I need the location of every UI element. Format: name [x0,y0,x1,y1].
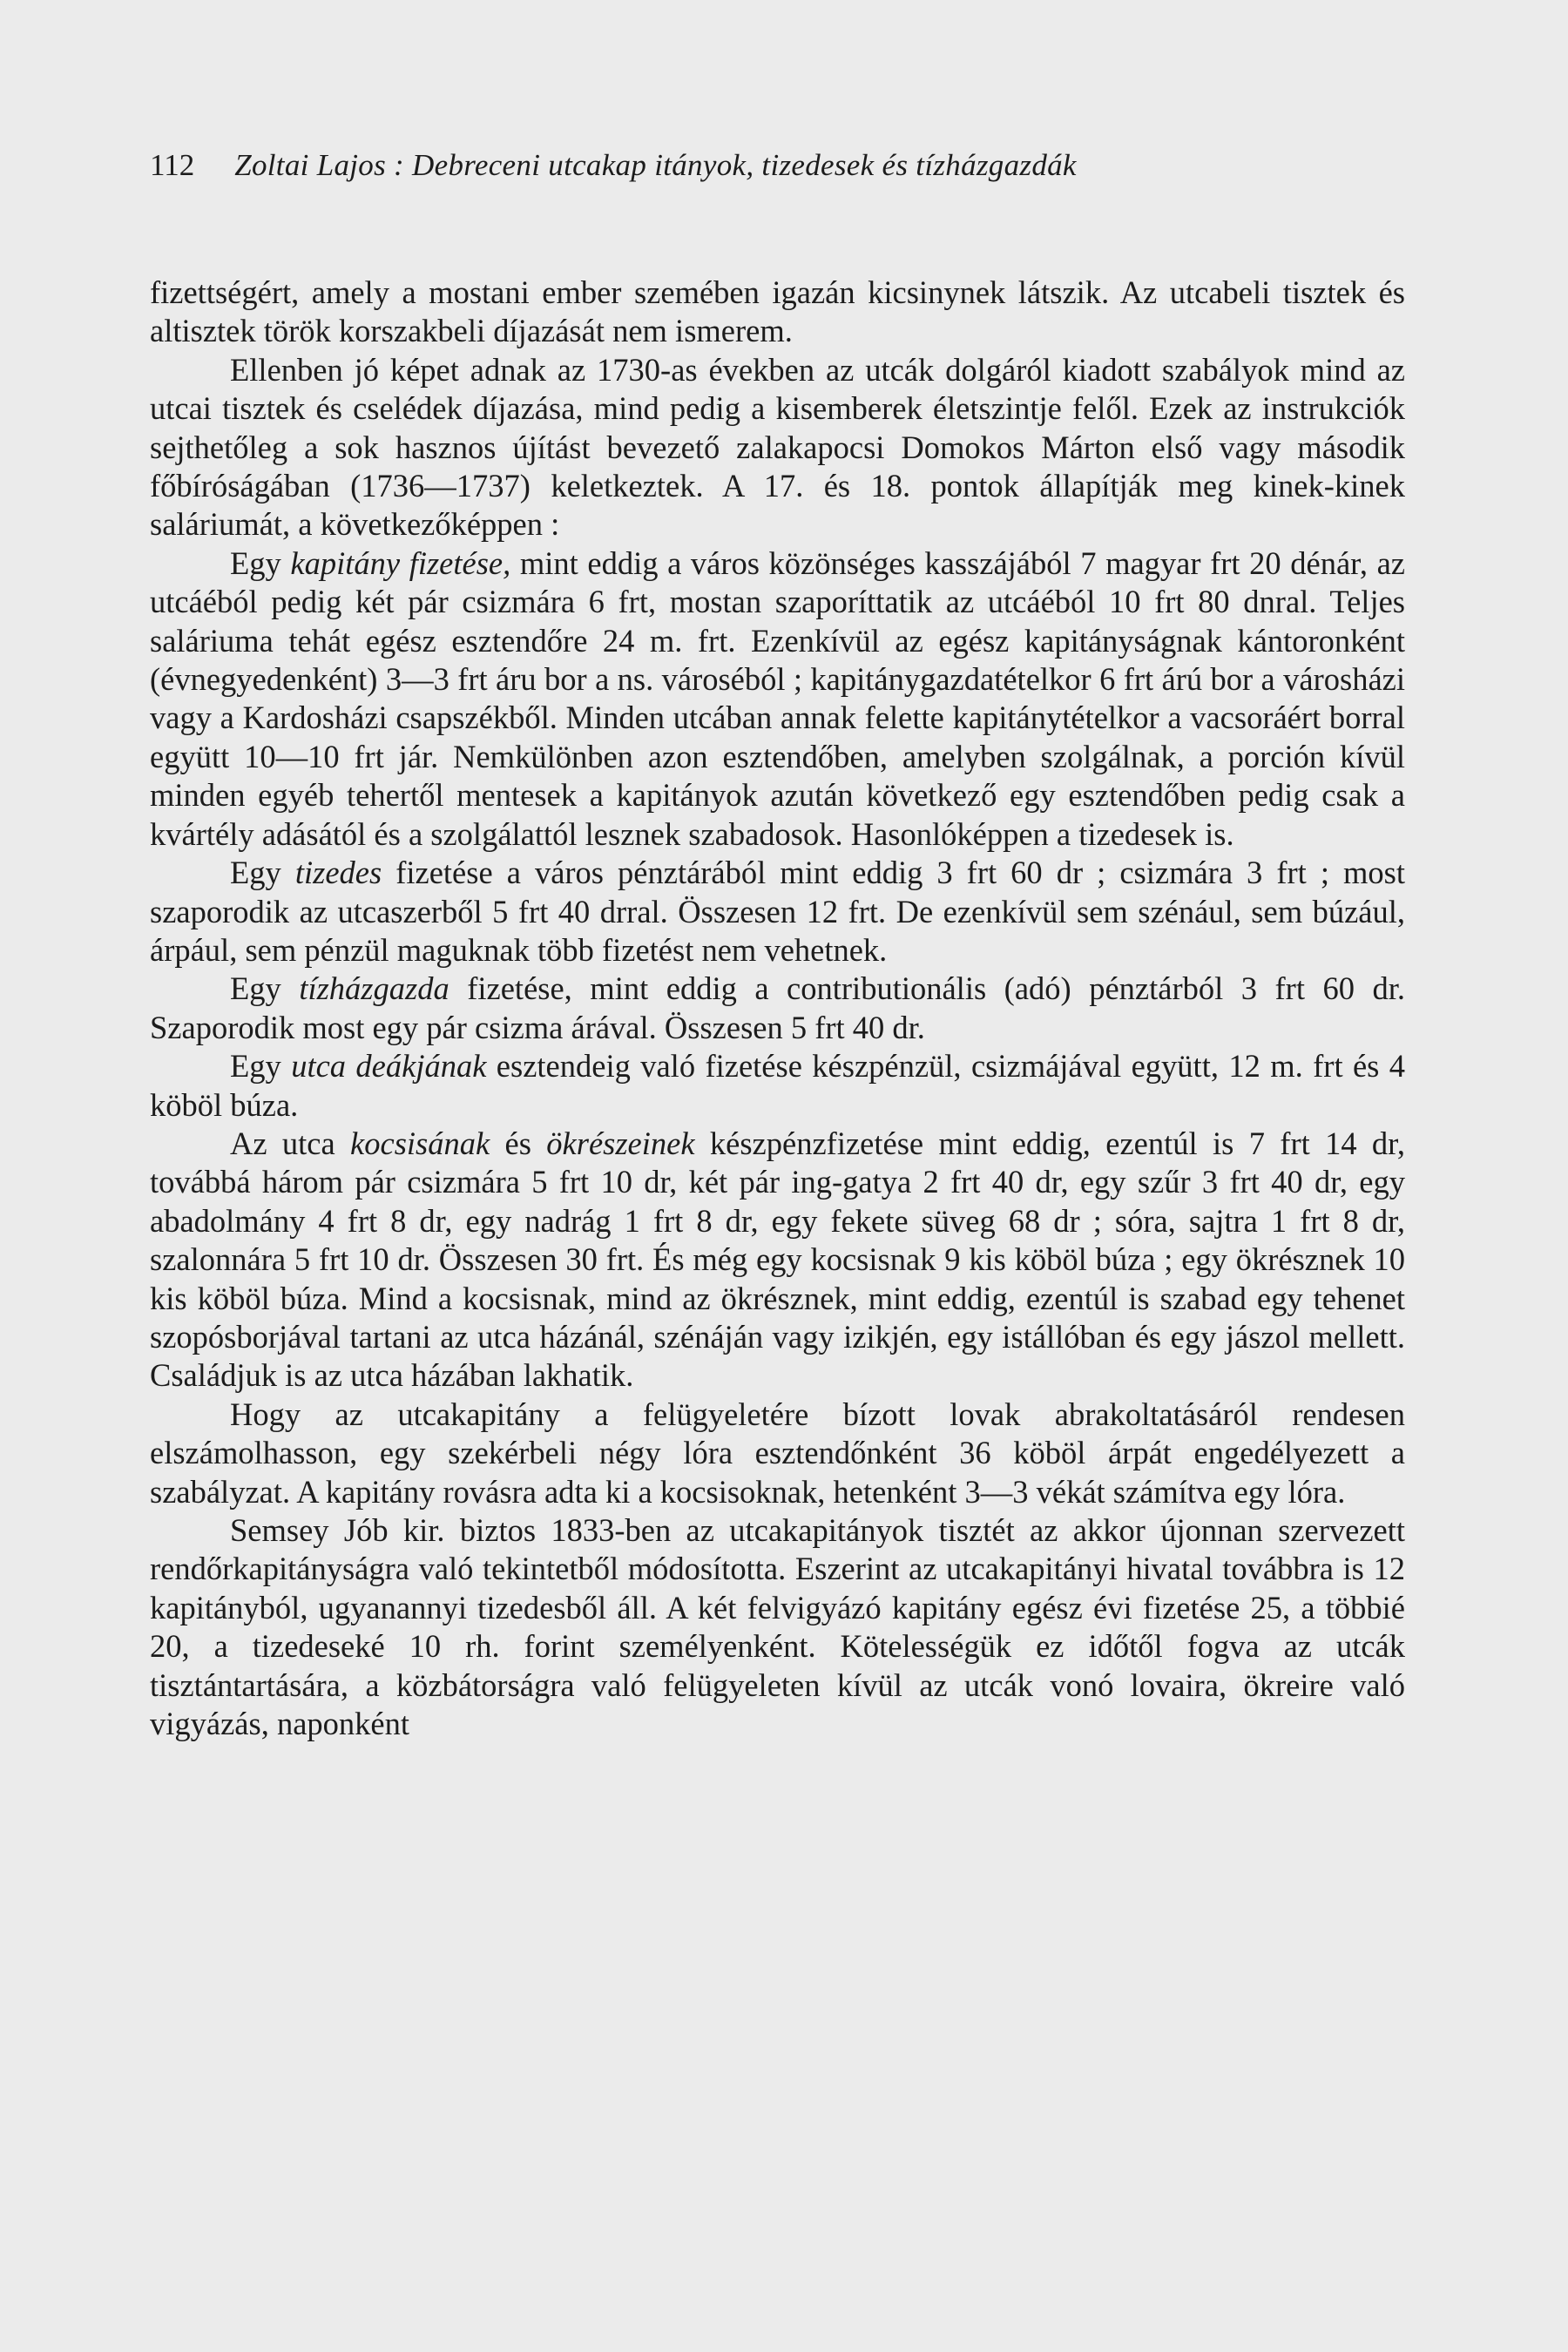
paragraph-term: kocsisának [350,1125,490,1161]
paragraph-rest: fizetése a város pénztárából mint eddig 3 frt 60 dr ; csizmára 3 frt ; most szaporodik az utcaszerből 5 frt 40 drral. Összesen 12 frt. De ezenkívül sem szénául, sem búzául, árpául, sem pénzül maguknak több fizetést nem vehetnek. [150,855,1405,968]
paragraph: Semsey Jób kir. biztos 1833-ben az utcakapitányok tisztét az akkor újonnan szervezett rendőrkapitányságra való tekintetből módosította. Eszerint az utcakapitányi hivatal továbbra is 12 kapitányból, ugyanannyi tizedesből áll. A két felvigyázó kapitány egész évi fizetése 25, a többié 20, a tizedeseké 10 rh. forint személyenként. Kötelességük ez időtől fogva az utcák tisztántartására, a közbátorságra való felügyeleten kívül az utcák vonó lovaira, ökreire való vigyázás, naponként [150,1512,1405,1742]
paragraph-term: tízházgazda [299,970,449,1007]
paragraph-lead: Egy [230,544,291,581]
paragraph-lead: Egy [230,970,300,1007]
paragraph-term: kapitány fizetése, [290,544,511,581]
paragraph [150,1047,1405,1125]
paragraph-lead: Az utca [230,1125,351,1161]
page-header [150,148,1413,183]
body-text [150,274,1405,1743]
page-number: 112 [150,148,195,182]
paragraph: Ellenben jó képet adnak az 1730-as években az utcák dolgáról kiadott szabályok mind az utcai tisztek és cselédek díjazása, mind pedig a kisemberek életszintje felől. Ezek az instrukciók sejthetőleg a sok hasznos újítást bevezető zalakapocsi Domokos Márton első vagy második főbíróságában (1736—1737) keletkeztek. A 17. és 18. pontok állapítják meg kinek-kinek saláriumát, a következőképpen : [150,351,1405,543]
paragraph-term: utca deákjának [291,1048,487,1085]
paragraph-term: ökrészeinek [546,1125,695,1161]
paragraph-rest: mint eddig a város közönséges kasszájából 7 magyar frt 20 dénár, az utcáéból pedig két pár csizmára 6 frt, mostan szaporíttatik az utcáéból 10 frt 80 dnral. Teljes saláriuma tehát egész esztendőre 24 m. frt. Ezenkívül az egész kapitányságnak kántoronként (évnegyedenként) 3—3 frt áru bor a ns. városéból ; kapitánygazdatételkor 6 frt árú bor a városházi vagy a Kardosházi csapszékből. Minden utcában annak felette kapitánytételkor a vacsoráért borral együtt 10—10 frt jár. Nemkülönben azon esztendőben, amelyben szolgálnak, a porción kívül minden egyéb tehertől mentesek a kapitányok azután következő egy esztendőben pedig csak a kvártély adásától és a szolgálattól lesznek szabadosok. Hasonlóképpen a tizedesek is. [150,544,1405,852]
paragraph-mid: és [490,1125,547,1161]
paragraph-rest: fizetése, mint eddig a contributionális (adó) pénztárból 3 frt 60 dr. Szaporodik most egy pár csizma árával. Összesen 5 frt 40 dr. [150,970,1405,1045]
paragraph: fizettségért, amely a mostani ember szemében igazán kicsinynek látszik. Az utcabeli tisztek és altisztek török korszakbeli díjazását nem ismerem. [150,274,1405,349]
paragraph-lead: Egy [230,855,295,891]
paragraph [150,854,1405,970]
paragraph-rest: készpénzfizetése mint eddig, ezentúl is 7 frt 14 dr, továbbá három pár csizmára 5 frt 10 dr, két pár ing-gatya 2 frt 40 dr, egy szűr 3 frt 40 dr, egy abadolmány 4 frt 8 dr, egy nadrág 1 frt 8 dr, egy fekete süveg 68 dr ; sóra, sajtra 1 frt 8 dr, szalonnára 5 frt 10 dr. Összesen 30 frt. És még egy kocsisnak 9 kis köböl búza ; egy ökrésznek 10 kis köböl búza. Mind a kocsisnak, mind az ökrésznek, mint eddig, ezentúl is szabad egy tehenet szopósborjával tartani az utca házánál, szénáján vagy izikjén, egy istállóban és egy jászol mellett. Családjuk is az utca házában lakhatik. [150,1125,1405,1394]
paragraph-lead: Egy [230,1048,292,1085]
paragraph [150,1125,1405,1396]
paragraph [150,544,1405,854]
paragraph-rest: esztendeig való fizetése készpénzül, csizmájával együtt, 12 m. frt és 4 köböl búza. [150,1048,1406,1123]
paragraph [150,970,1405,1047]
running-title: Zoltai Lajos : Debreceni utcakap itányok, tizedesek és tízházgazdák [234,148,1077,182]
paragraph-term: tizedes [294,855,382,891]
paragraph: Hogy az utcakapitány a felügyeletére bízott lovak abrakoltatásáról rendesen elszámolhasson, egy szekérbeli négy lóra esztendőnként 36 köböl árpát engedélyezett a szabályzat. A kapitány rovásra adta ki a kocsisoknak, hetenként 3—3 vékát számítva egy lóra. [150,1396,1405,1510]
